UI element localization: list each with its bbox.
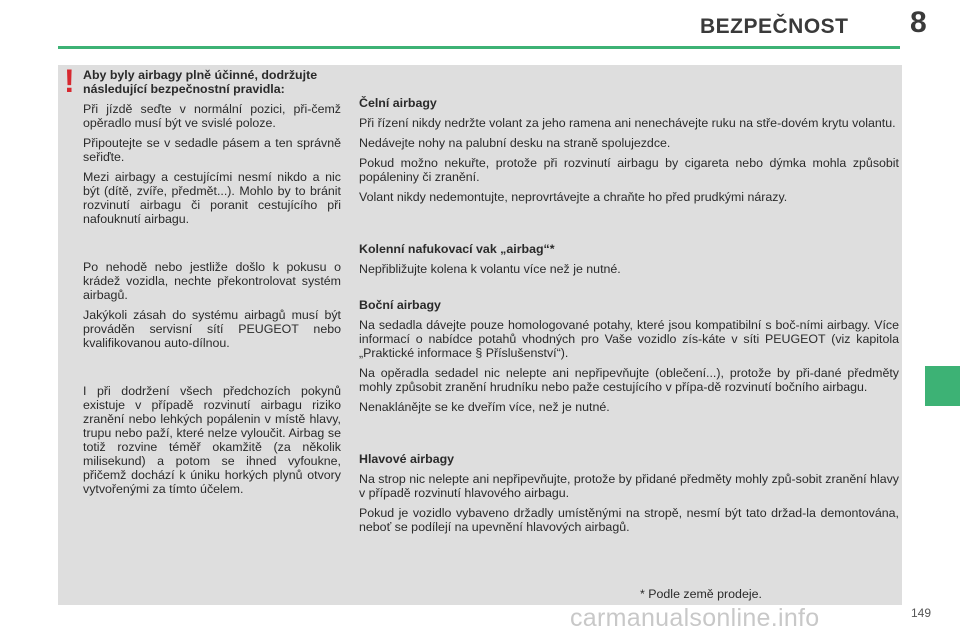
page-title: BEZPEČNOST [700,15,849,38]
side-airbags-heading: Boční airbagy [359,298,441,312]
left-column [83,68,341,502]
left-paragraph-6: I při dodržení všech předchozích pokynů existuje v případě rozvinutí airbagu riziko zranění nebo lehkých popálenin v místě hlavy, trupu nebo paží, které nelze vyloučit. Airbag se totiž rozvine téměř okamžitě (za několik milisekund) a potom se ihned vyfoukne, přičemž dochází k úniku horkých plynů otvory vytvořenými za tímto účelem. [83,384,341,496]
front-paragraph-2: Nedávejte nohy na palubní desku na straně spolujezdce. [359,136,671,150]
exclamation-icon: ! [64,63,75,99]
side-paragraph-1: Na sedadla dávejte pouze homologované potahy, které jsou kompatibilní s boč-ními airbagy. Více informací o nabídce potahů vhodných pro Vaše vozidlo zís-káte v síti PEUGEOT (viz kapitola „Praktické informace § Příslušenství“). [359,318,899,360]
warning-title: Aby byly airbagy plně účinné, dodržujte následující bezpečnostní pravidla: [83,68,318,96]
header-divider [58,46,900,49]
head-airbags-heading: Hlavové airbagy [359,452,455,466]
footnote: * Podle země prodeje. [640,587,762,601]
side-paragraph-2: Na opěradla sedadel nic nelepte ani nepřipevňujte (oblečení...), protože by při-dané předměty mohly způsobit zranění hrudníku nebo paže cestujícího v přípa-dě rozvinutí bočního airbagu. [359,366,899,394]
front-airbags-heading: Čelní airbagy [359,96,437,110]
front-paragraph-4: Volant nikdy nedemontujte, neprovrtávejte a chraňte ho před prudkými nárazy. [359,190,788,204]
knee-airbag-heading: Kolenní nafukovací vak „airbag“* [359,242,555,256]
watermark: carmanualsonline.info [570,604,820,632]
left-paragraph-1: Při jízdě seďte v normální pozici, při-čemž opěradlo musí být ve svislé poloze. [83,102,341,130]
head-paragraph-2: Pokud je vozidlo vybaveno držadly umístěnými na stropě, nesmí být tato držad-la demontována, neboť se podílejí na upevnění hlavových airbagů. [359,506,899,534]
side-paragraph-3: Nenaklánějte se ke dveřím více, než je nutné. [359,400,610,414]
chapter-tab [925,366,960,406]
knee-paragraph-1: Nepřibližujte kolena k volantu více než je nutné. [359,262,621,276]
head-paragraph-1: Na strop nic nelepte ani nepřipevňujte, protože by přidané předměty mohly způ-sobit zranění hlavy v případě rozvinutí hlavového airbagu. [359,472,899,500]
left-paragraph-3: Mezi airbagy a cestujícími nesmí nikdo a nic být (dítě, zvíře, předmět...). Mohlo by to bránit rozvinutí airbagu či poranit cestujícího při nafouknutí airbagu. [83,170,341,226]
chapter-number: 8 [910,6,927,39]
left-paragraph-2: Připoutejte se v sedadle pásem a ten správně seřiďte. [83,136,341,164]
left-paragraph-4: Po nehodě nebo jestliže došlo k pokusu o krádež vozidla, nechte překontrolovat systém airbagů. [83,260,341,302]
front-paragraph-1: Při řízení nikdy nedržte volant za jeho ramena ani nenechávejte ruku na stře-dovém krytu volantu. [359,116,896,130]
right-column [359,96,899,540]
page-number: 149 [911,606,932,620]
left-paragraph-5: Jakýkoli zásah do systému airbagů musí být prováděn servisní sítí PEUGEOT nebo kvalifikovanou auto-dílnou. [83,308,341,350]
front-paragraph-3: Pokud možno nekuřte, protože při rozvinutí airbagu by cigareta nebo dýmka mohla způsobit popáleniny či zranění. [359,156,899,184]
